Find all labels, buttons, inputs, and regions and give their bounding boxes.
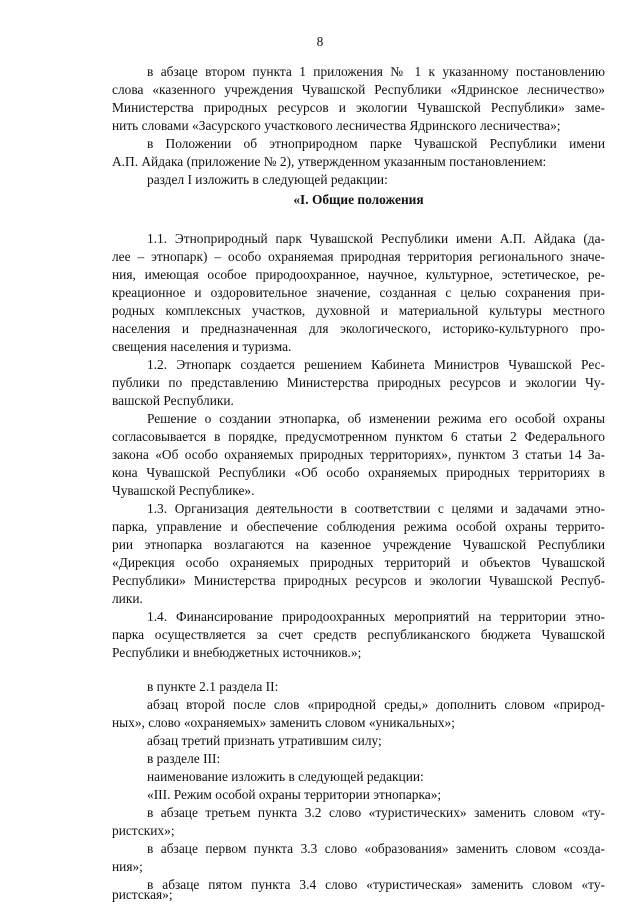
text-line: закона «Об особо охраняемых природных территориях», пунктом 3 статьи 14 За- [112,447,605,462]
text-line: населения и предназначенная для экологического, историко-культурного про- [112,321,605,336]
text-line: кона Чувашской Республики «Об особо охраняемых природных территориях в [112,465,605,480]
text-line: нить словами «Засурского участкового лесничества Ядринского лесничества»; [112,118,561,133]
text-line: Чувашской Республике». [112,483,255,498]
text-line: А.П. Айдака (приложение № 2), утвержденном указанным постановлением: [112,154,547,169]
text-line: парка, управление и обеспечение соблюдения режима особой охраны террито- [112,519,605,534]
text-line: раздел I изложить в следующей редакции: [147,172,388,187]
text-line: Республики» Министерства природных ресурсов и экологии Чувашской Респуб- [112,573,605,588]
text-line: креационное и оздоровительное значение, созданная с целью сохранения при- [112,285,605,300]
text-line: 1.2. Этнопарк создается решением Кабинета Министров Чувашской Рес- [147,357,605,372]
text-line: вашской Республики. [112,393,234,408]
text-line: ных», слово «охраняемых» заменить словом «уникальных»; [112,715,455,730]
text-line: родных комплексных участков, духовной и материальной культуры местного [112,303,605,318]
text-line: ристская»; [112,887,173,902]
text-line: лики. [112,591,143,606]
text-line: наименование изложить в следующей редакции: [147,769,424,784]
text-line: в абзаце втором пункта 1 приложения № 1 к указанному постановлению [147,64,605,79]
text-line: лее – этнопарк) – особо охраняемая природная территория регионального значе- [112,249,605,264]
text-line: в пункте 2.1 раздела II: [147,679,279,694]
page-number: 8 [316,34,324,49]
text-line: абзац третий признать утратившим силу; [147,733,382,748]
text-line: в абзаце третьем пункта 3.2 слово «туристических» заменить словом «ту- [147,805,605,820]
text-line: «III. Режим особой охраны территории этнопарка»; [147,787,442,802]
section-heading: «I. Общие положения [293,192,424,207]
text-line: в Положении об этноприродном парке Чувашской Республики имени [147,136,605,151]
text-line: 1.1. Этноприродный парк Чувашской Республики имени А.П. Айдака (да- [147,231,605,246]
text-line: слова «казенного учреждения Чувашской Республики «Ядринское лесничество» [112,82,605,97]
text-line: в абзаце пятом пункта 3.4 слово «туристическая» заменить словом «ту- [147,877,605,892]
text-line: ния, имеющая особое природоохранное, научное, культурное, эстетическое, ре- [112,267,605,282]
text-line: свещения населения и туризма. [112,339,292,354]
text-line: парка осуществляется за счет средств республиканского бюджета Чувашской [112,627,605,642]
text-line: Республики и внебюджетных источников.»; [112,645,362,660]
text-line: абзац второй после слов «природной среды,» дополнить словом «природ- [147,697,605,712]
text-line: 1.4. Финансирование природоохранных мероприятий на территории этно- [147,609,605,624]
text-line: Решение о создании этнопарка, об изменении режима его особой охраны [147,411,605,426]
text-line: Министерства природных ресурсов и экологии Чувашской Республики» заме- [112,100,605,115]
text-line: рии этнопарка возлагаются на казенное учреждение Чувашской Республики [112,537,605,552]
text-line: согласовывается в порядке, предусмотренном пунктом 6 статьи 2 Федерального [112,429,605,444]
text-line: ристских»; [112,823,175,838]
text-line: 1.3. Организация деятельности в соответствии с целями и задачами этно- [147,501,605,516]
text-line: ния»; [112,859,143,874]
text-line: публики по представлению Министерства природных ресурсов и экологии Чу- [112,375,605,390]
text-line: в абзаце первом пункта 3.3 слово «образования» заменить словом «созда- [147,841,605,856]
text-line: в разделе III: [147,751,221,766]
text-line: «Дирекция особо охраняемых природных территорий и объектов Чувашской [112,555,605,570]
